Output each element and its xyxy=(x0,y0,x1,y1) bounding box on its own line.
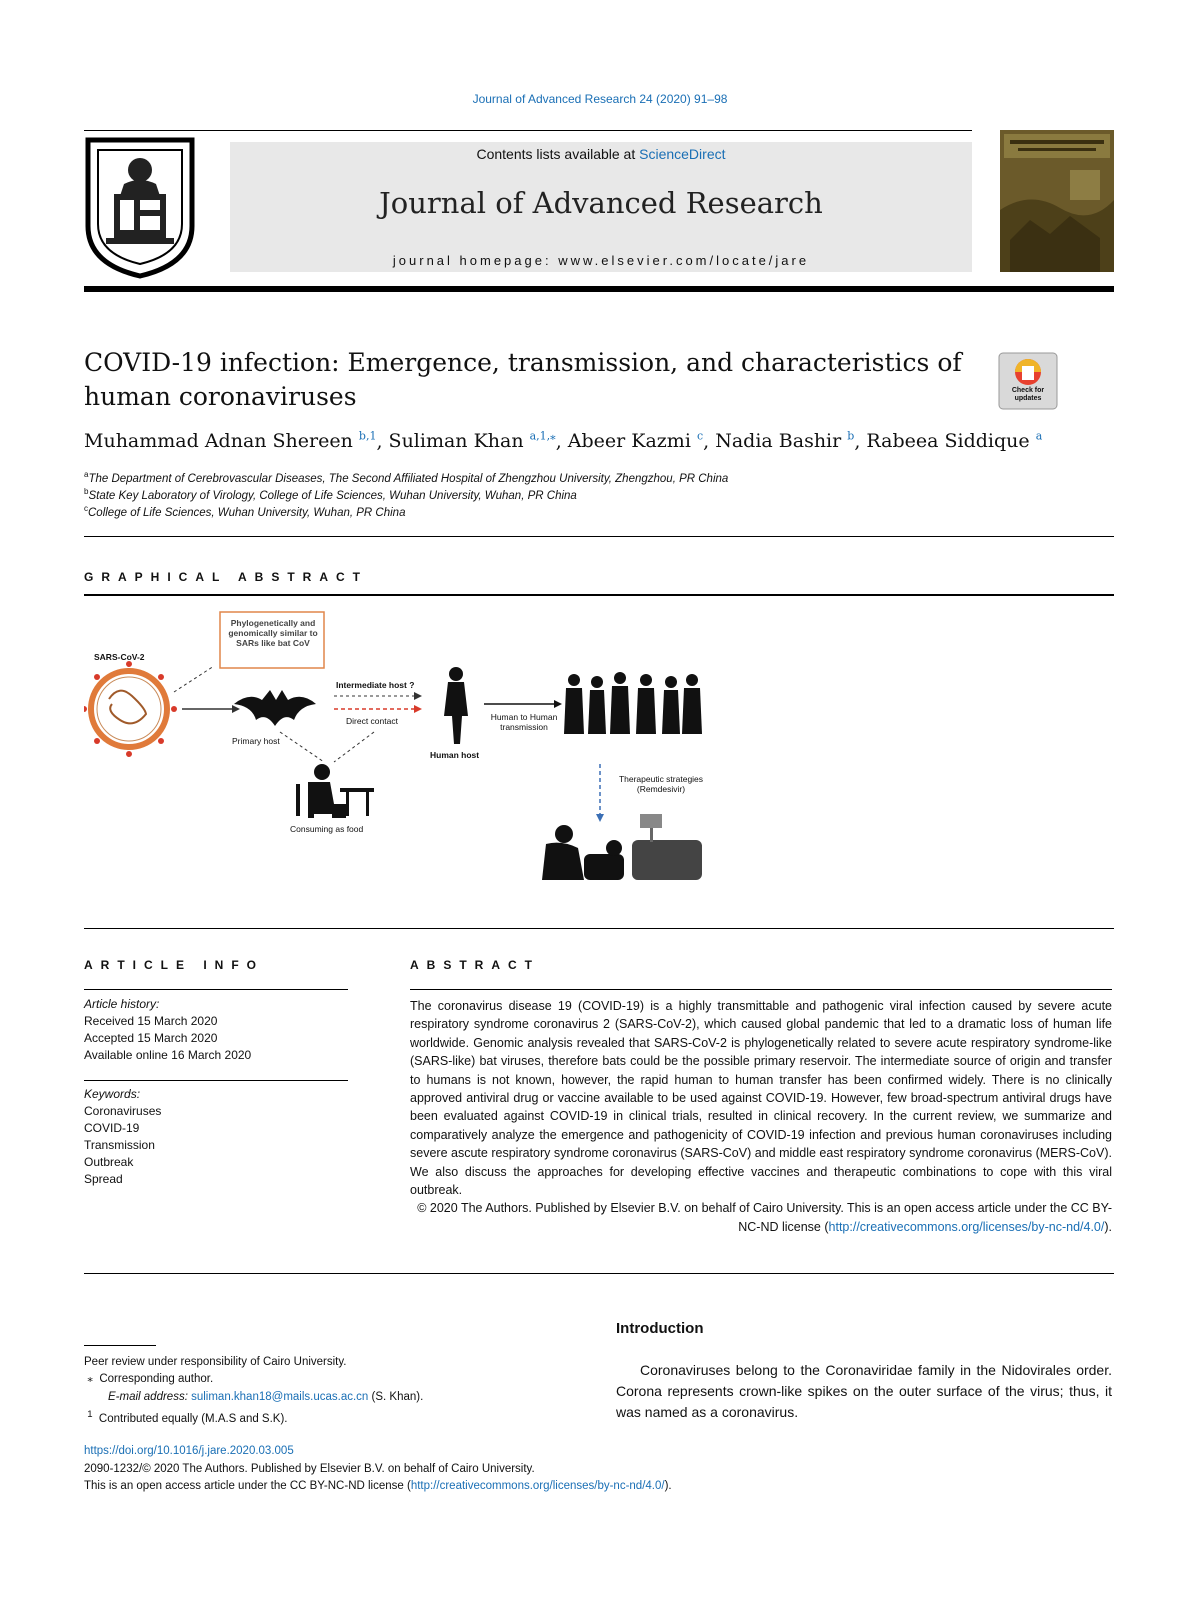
ga-therapeutic-label: Therapeutic strategies (Remdesivir) xyxy=(618,774,704,794)
history-item: Received 15 March 2020 xyxy=(84,1014,218,1028)
ga-direct-contact-label: Direct contact xyxy=(346,716,398,726)
header-rule xyxy=(84,130,972,131)
journal-homepage[interactable]: journal homepage: www.elsevier.com/locate/jare xyxy=(392,253,810,268)
ga-primary-host-label: Primary host xyxy=(232,736,280,746)
journal-cover-image xyxy=(1000,130,1114,272)
introduction-body: Coronaviruses belong to the Coronaviridae family in the Nidovirales order. Corona represents crown-like spikes on the outer surface of the virus; thus, it was named as a coronavirus. xyxy=(616,1362,1112,1420)
keyword-item: Spread xyxy=(84,1172,123,1186)
license-link[interactable]: http://creativecommons.org/licenses/by-nc-nd/4.0/ xyxy=(828,1219,1105,1234)
section-rule xyxy=(84,536,1114,537)
info-rule xyxy=(84,989,348,990)
check-for-updates-badge[interactable] xyxy=(998,352,1058,410)
footnote-peer-review: Peer review under responsibility of Cairo University. xyxy=(84,1356,347,1368)
abstract-copyright: © 2020 The Authors. Published by Elsevier B.V. on behalf of Cairo University. This is an open access article under the CC BY-NC-ND license (http://creativecommons.org/licenses/by-nc-nd/4.0/). xyxy=(417,1201,1112,1234)
keywords: Keywords: Coronaviruses COVID-19 Transmission Outbreak Spread xyxy=(84,1086,348,1188)
history-item: Available online 16 March 2020 xyxy=(84,1048,252,1062)
cc-license-link[interactable]: http://creativecommons.org/licenses/by-nc-nd/4.0/ xyxy=(410,1480,665,1492)
affiliation: $^b$State Key Laboratory of Virology, College of Life Sciences, Wuhan University, Wuhan, PR China xyxy=(84,487,577,502)
open-access-line: This is an open access article under the CC BY-NC-ND license (http://creativecommons.org/licenses/by-nc-nd/4.0/). xyxy=(84,1480,672,1492)
university-logo xyxy=(84,136,196,280)
keyword-item: Outbreak xyxy=(84,1155,134,1169)
abstract-rule xyxy=(410,989,1112,990)
human-host-icon xyxy=(444,667,468,744)
affiliation: $^a$The Department of Cerebrovascular Diseases, The Second Affiliated Hospital of Zhengzhou University, Zhengzhou, PR China xyxy=(84,470,729,485)
author[interactable]: Nadia Bashir $^b$ xyxy=(715,430,855,453)
footnote-rule xyxy=(84,1345,156,1346)
abstract-heading: ABSTRACT xyxy=(410,958,540,972)
email-link[interactable]: suliman.khan18@mails.ucas.ac.cn xyxy=(191,1391,369,1403)
section-rule xyxy=(84,928,1114,929)
issn-line: 2090-1232/© 2020 The Authors. Published by Elsevier B.V. on behalf of Cairo University. xyxy=(84,1463,535,1475)
author[interactable]: Suliman Khan $^{a,1,⁎}$ xyxy=(388,430,556,453)
doi-link[interactable]: https://doi.org/10.1016/j.jare.2020.03.005 xyxy=(84,1445,294,1457)
bat-icon xyxy=(234,690,316,726)
author[interactable]: Rabeea Siddique $^a$ xyxy=(866,430,1043,453)
journal-title: Journal of Advanced Research xyxy=(379,186,823,220)
abstract-body: The coronavirus disease 19 (COVID-19) is a highly transmittable and pathogenic viral infection caused by severe acute respiratory syndrome coronavirus 2 (SARS-CoV-2), which caused global pandemic that led to a dramatic loss of human life worldwide. Genomic analysis revealed that SARS-CoV-2 is phylogenetically related to severe acute respiratory syndrome-like (SARS-like) bat viruses, therefore bats could be the possible primary reservoir. The intermediate source of origin and transfer to humans is not known, however, the rapid human to human transfer has been confirmed widely. There is no clinically approved antiviral drug or vaccine available to be used against COVID-19. However, few broad-spectrum antiviral drugs have been evaluated against COVID-19 in clinical trials, resulted in clinical recovery. In the current review, we summarize and comparatively analyze the emergence and pathogenicity of COVID-19 infection and previous human coronaviruses including severe ascute respiratory syndrome coronavirus (SARS-CoV) and middle east respiratory syndrome coronavirus (MERS-CoV). We also discuss the approaches for developing effective vaccines and therapeutic combinations to cope with this viral outbreak. © 2020 The Authors. Published by Elsevier B.V. on behalf of Cairo University. This is an open access article under the CC BY-NC-ND license (http://creativecommons.org/licenses/by-nc-nd/4.0/). xyxy=(410,997,1112,1236)
ga-h2h-label: Human to Human transmission xyxy=(490,712,558,732)
keyword-item: COVID-19 xyxy=(84,1121,140,1135)
article-info-heading: ARTICLE INFO xyxy=(84,958,264,972)
info-rule xyxy=(84,1080,348,1081)
history-item: Accepted 15 March 2020 xyxy=(84,1031,218,1045)
hospital-treatment-icon xyxy=(542,814,702,880)
ga-consuming-label: Consuming as food xyxy=(290,824,364,834)
section-rule xyxy=(84,594,1114,596)
virus-icon xyxy=(84,661,177,757)
dining-person-icon xyxy=(296,764,374,818)
author[interactable]: Muhammad Adnan Shereen $^{b,1}$ xyxy=(84,430,377,453)
section-rule xyxy=(84,1273,1114,1274)
ga-intermediate-host-label: Intermediate host ? xyxy=(336,680,415,690)
keyword-item: Transmission xyxy=(84,1138,155,1152)
check-for-updates-label: Check for updates xyxy=(1011,387,1045,402)
article-history: Article history: Received 15 March 2020 Accepted 15 March 2020 Available online 16 March 2020 xyxy=(84,996,348,1064)
graphical-abstract-heading: GRAPHICAL ABSTRACT xyxy=(84,570,368,584)
header-thick-rule xyxy=(84,286,1114,292)
ga-similar-box-label: Phylogenetically and genomically similar to SARs like bat CoV xyxy=(228,618,318,648)
graphical-abstract-figure xyxy=(84,604,734,904)
ga-virus-label: SARS-CoV-2 xyxy=(94,652,145,662)
sciencedirect-link[interactable]: ScienceDirect xyxy=(639,146,726,162)
keyword-item: Coronaviruses xyxy=(84,1104,162,1118)
author-list: Muhammad Adnan Shereen $^{b,1}$, Suliman Khan $^{a,1,⁎}$, Abeer Kazmi $^c$, Nadia Bashir $^b$, Rabeea Siddique $^a$ xyxy=(84,430,1043,453)
footnote-corresponding: ⁎ Corresponding author. xyxy=(87,1373,214,1385)
contents-line: Contents lists available at ScienceDirect xyxy=(476,146,726,162)
footnote-email: E-mail address: suliman.khan18@mails.ucas.ac.cn (S. Khan). xyxy=(108,1391,424,1403)
article-title: COVID-19 infection: Emergence, transmission, and characteristics of human coronaviruses xyxy=(84,348,962,411)
footnote-contribution: $^1$ Contributed equally (M.A.S and S.K). xyxy=(87,1409,288,1425)
ga-human-host-label: Human host xyxy=(430,750,480,760)
introduction-heading: Introduction xyxy=(616,1320,704,1337)
crowd-icon xyxy=(564,672,702,734)
affiliation: $^c$College of Life Sciences, Wuhan University, Wuhan, PR China xyxy=(84,504,406,519)
journal-citation[interactable]: Journal of Advanced Research 24 (2020) 91–98 xyxy=(472,92,728,106)
author[interactable]: Abeer Kazmi $^c$ xyxy=(567,430,704,453)
